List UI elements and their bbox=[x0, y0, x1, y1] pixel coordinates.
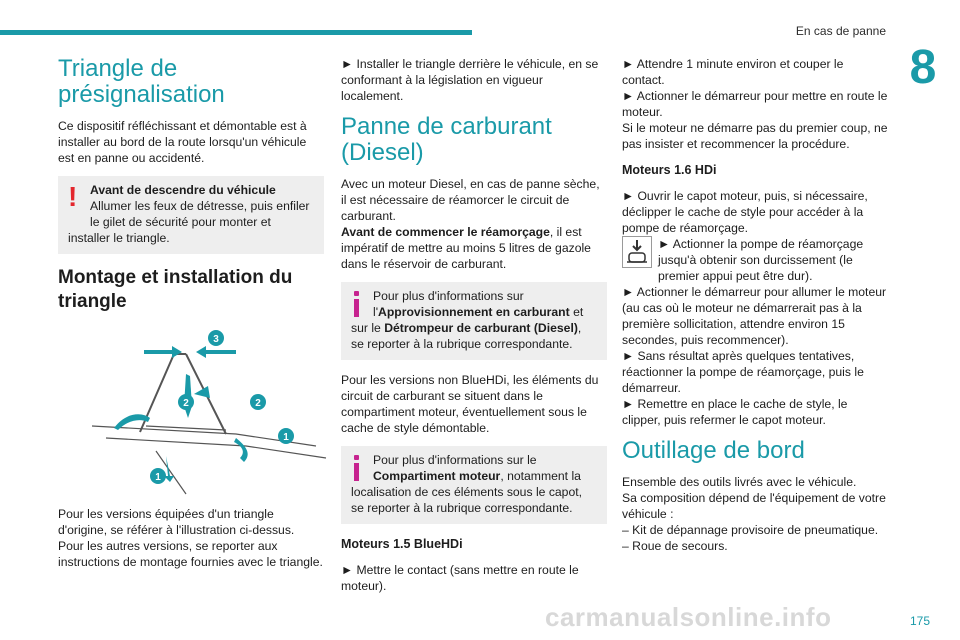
callout-3: 3 bbox=[213, 334, 219, 345]
warning-box bbox=[58, 176, 324, 254]
watermark: carmanualsonline.info bbox=[545, 602, 832, 632]
triangle-intro: Ce dispositif réfléchissant et démontable est à installer au bord de la route lorsqu'un véhicule est en panne ou accidenté. bbox=[58, 119, 307, 165]
tools-list-item: – Kit de dépannage provisoire de pneumatique. bbox=[622, 523, 879, 537]
hdi-subtitle: Moteurs 1.6 HDi bbox=[622, 163, 717, 177]
info-box-engine bbox=[341, 446, 607, 524]
column-2 bbox=[341, 56, 607, 604]
callout-2b: 2 bbox=[255, 398, 261, 409]
info1-text-2: et sur le bbox=[351, 305, 584, 335]
fuel-outage-title: Panne de carburant (Diesel) bbox=[341, 113, 552, 166]
info-icon bbox=[351, 452, 373, 484]
running-head: En cas de panne bbox=[795, 24, 886, 38]
column-1 bbox=[58, 56, 324, 580]
info-box-fuel bbox=[341, 282, 607, 360]
tools-intro: Ensemble des outils livrés avec le véhicule. bbox=[622, 475, 857, 489]
info2-bold-1: Compartiment moteur bbox=[373, 469, 501, 483]
step-pump-block bbox=[622, 236, 888, 284]
step-wait: ► Attendre 1 minute environ et couper le contact. bbox=[622, 57, 844, 87]
step-refit: ► Remettre en place le cache de style, le clipper, puis refermer le capot moteur. bbox=[622, 397, 848, 427]
triangle-assembly-illustration bbox=[86, 326, 289, 494]
page-number: 175 bbox=[910, 614, 931, 628]
info1-bold-2: Détrompeur de carburant (Diesel) bbox=[384, 321, 578, 335]
triangle-title: Triangle de présignalisation bbox=[58, 55, 225, 108]
header-accent-bar bbox=[0, 30, 472, 35]
info2-text-1: Pour plus d'informations sur le bbox=[373, 453, 537, 467]
non-bluehdi-note: Pour les versions non BlueHDi, les éléments du circuit de carburant se situent dans le compartiment moteur, éventuellement sous le cache de style démontable. bbox=[341, 373, 599, 435]
before-priming-bold: Avant de commencer le réamorçage bbox=[341, 225, 550, 239]
step-install-triangle: ► Installer le triangle derrière le véhicule, en se conformant à la législation en vigueur localement. bbox=[341, 57, 599, 103]
assembly-title: Montage et installation du triangle bbox=[58, 267, 293, 312]
fuel-outage-intro-text: Avec un moteur Diesel, en cas de panne sèche, il est nécessaire de réamorcer le circuit de carburant. bbox=[341, 177, 600, 223]
retry-note: Si le moteur ne démarre pas du premier coup, ne pas insister et recommencer la procédure. bbox=[622, 121, 888, 151]
step-actuate-pump: ► Actionner la pompe de réamorçage jusqu'à obtenir son durcissement (le premier appui peut être dur). bbox=[658, 237, 864, 283]
info1-bold-1: Approvisionnement en carburant bbox=[378, 305, 570, 319]
triangle-outro-1: Pour les versions équipées d'un triangle d'origine, se référer à l'illustration ci-dessus. bbox=[58, 507, 295, 537]
warning-body: Allumer les feux de détresse, puis enfiler le gilet de sécurité pour monter et installer le triangle. bbox=[68, 199, 310, 245]
callout-1a: 1 bbox=[283, 432, 289, 443]
callout-1b: 1 bbox=[155, 472, 161, 483]
before-priming-rest: , il est impératif de mettre au moins 5 litres de gazole dans le réservoir de carburant. bbox=[341, 225, 591, 271]
step-starter: ► Actionner le démarreur pour allumer le moteur (au cas où le moteur ne démarrerait pas à la première sollicitation, attendre environ 15 secondes, puis recommencer). bbox=[622, 285, 887, 347]
step-ignition-on: ► Mettre le contact (sans mettre en route le moteur). bbox=[341, 563, 579, 593]
callout-2a: 2 bbox=[183, 398, 189, 409]
step-start: ► Actionner le démarreur pour mettre en route le moteur. bbox=[622, 89, 888, 119]
step-repeat: ► Sans résultat après quelques tentatives, réactionner la pompe de réamorçage, puis le démarreur. bbox=[622, 349, 864, 395]
info2-text-2: , notamment la localisation de ces éléments sous le capot, se reporter à la rubrique correspondante. bbox=[351, 469, 583, 515]
chapter-number: 8 bbox=[909, 41, 937, 94]
tools-composition: Sa composition dépend de l'équipement de votre véhicule : bbox=[622, 491, 886, 521]
column-3 bbox=[622, 56, 888, 554]
exclamation-icon: ! bbox=[68, 181, 78, 212]
step-open-bonnet: ► Ouvrir le capot moteur, puis, si nécessaire, déclipper le cache de style pour accéder à la pompe de réamorçage. bbox=[622, 189, 868, 235]
warning-title: Avant de descendre du véhicule bbox=[90, 183, 276, 197]
priming-pump-icon bbox=[622, 236, 652, 268]
info-icon bbox=[351, 288, 373, 320]
fuel-outage-intro bbox=[341, 176, 607, 272]
info1-text-3: , se reporter à la rubrique correspondante. bbox=[351, 321, 582, 351]
triangle-outro-2: Pour les autres versions, se reporter aux instructions de montage fournies avec le triangle. bbox=[58, 539, 323, 569]
info1-text-1: Pour plus d'informations sur l' bbox=[373, 289, 524, 319]
bluehdi-subtitle: Moteurs 1.5 BlueHDi bbox=[341, 537, 463, 551]
tools-title: Outillage de bord bbox=[622, 437, 805, 464]
tools-list-item: – Roue de secours. bbox=[622, 539, 728, 553]
